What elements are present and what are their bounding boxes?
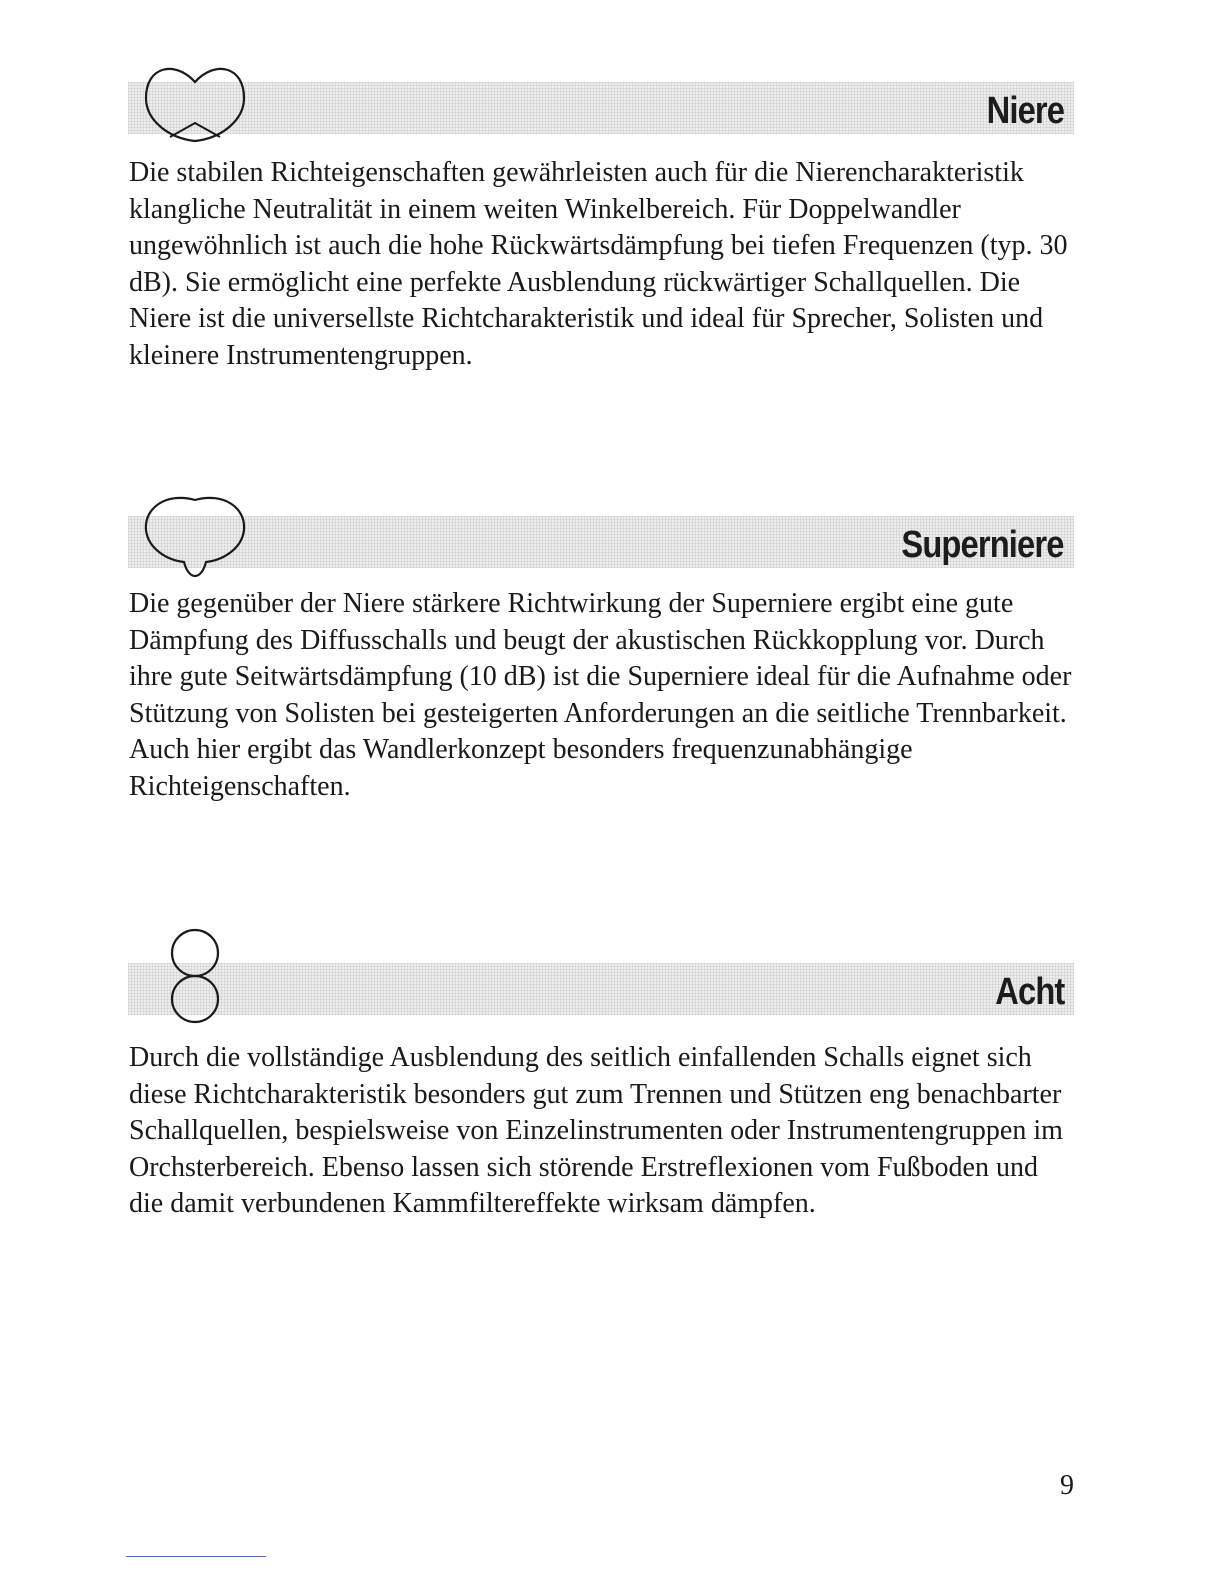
section-banner — [128, 516, 1074, 568]
section-banner — [128, 963, 1074, 1015]
section-banner — [128, 82, 1074, 134]
page-number: 9 — [1060, 1470, 1074, 1501]
figure-eight-pattern-icon — [160, 928, 230, 1028]
section-body-text: Die stabilen Richteigenschaften gewährleisten auch für die Nierencharakteristik klangliche Neutralität in einem weiten Winkelbereich. Für Doppelwandler ungewöhnlich ist auch die hohe Rückwärtsdämpfung bei tiefen Frequenzen (typ. 30 dB). Sie ermöglicht eine perfekte Ausblendung rückwärtiger Schallquellen. Die Niere ist die universellste Richtcharakteristik und ideal für Sprecher, Solisten und kleinere Instrumentengruppen. — [129, 157, 1068, 371]
section-title: Niere — [986, 90, 1064, 132]
section-title: Superniere — [901, 524, 1064, 566]
section-body-text: Die gegenüber der Niere stärkere Richtwirkung der Superniere ergibt eine gute Dämpfung des Diffusschalls und beugt der akustischen Rückkopplung vor. Durch ihre gute Seitwärtsdämpfung (10 dB) ist die Superniere ideal für die Aufnahme oder Stützung von Solisten bei gesteigerten Anforderungen an die seitliche Trennbarkeit. Auch hier ergibt das Wandlerkonzept besonders frequenzunabhängige Richteigenschaften. — [129, 588, 1072, 802]
section-body-text: Durch die vollständige Ausblendung des seitlich einfallenden Schalls eignet sich diese Richtcharakteristik besonders gut zum Trennen und Stützen eng benachbarter Schallquellen, bespielsweise von Einzelinstrumenten oder Instrumentengruppen im Orchsterbereich. Ebenso lassen sich störende Erstreflexionen vom Fußboden und die damit verbundenen Kammfiltereffekte wirksam dämpfen. — [129, 1042, 1063, 1219]
cardioid-pattern-icon — [140, 58, 250, 148]
footer-rule — [126, 1556, 266, 1557]
supercardioid-pattern-icon — [140, 486, 250, 586]
section-title: Acht — [994, 971, 1064, 1013]
